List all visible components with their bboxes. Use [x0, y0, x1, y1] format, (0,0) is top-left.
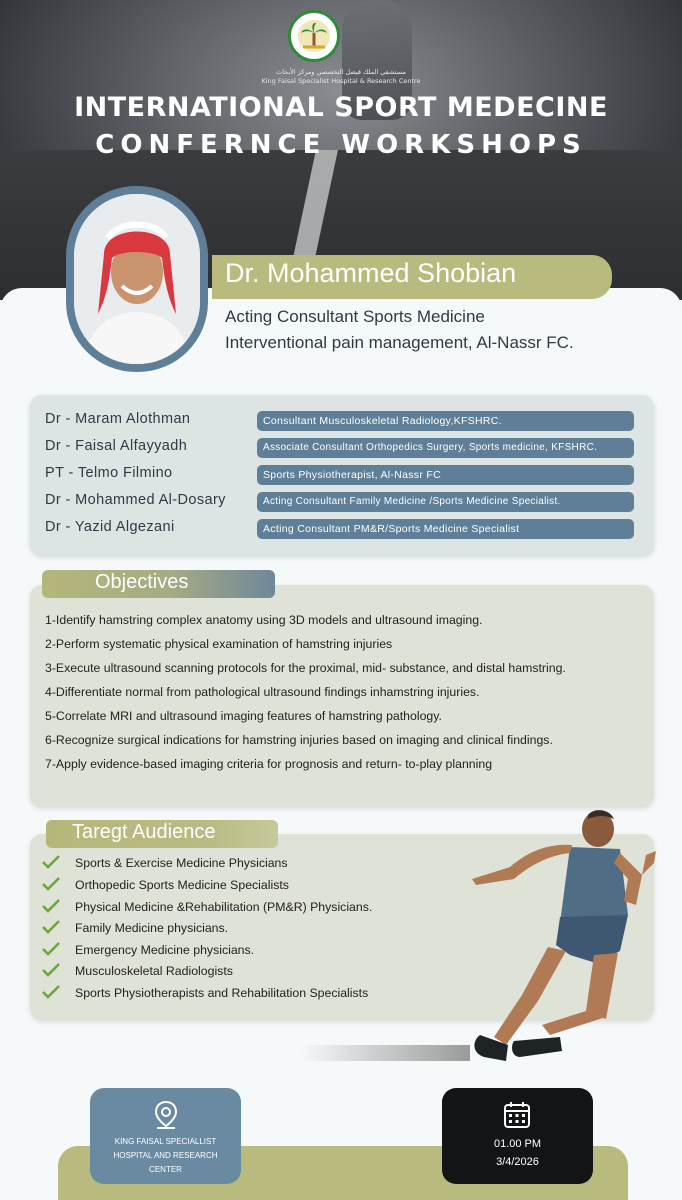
- runner-athlete-image: [410, 805, 660, 1075]
- presenter-name: Dr. Mohammed Shobian: [225, 258, 517, 288]
- event-time: 01.00 PM: [493, 1138, 542, 1150]
- objective-item: 6-Recognize surgical indications for hamstring injuries based on imaging and clinical findings.: [45, 733, 553, 747]
- checkmark-icon: [42, 899, 60, 913]
- presenter-role-line2: Interventional pain management, Al-Nassr FC.: [225, 333, 574, 352]
- objectives-heading: Objectives: [95, 571, 189, 593]
- checkmark-icon: [42, 942, 60, 956]
- location-pin-icon: [153, 1100, 179, 1130]
- audience-heading: Taregt Audience: [72, 821, 216, 843]
- location-line1: KING FAISAL SPECIALLIST: [114, 1137, 217, 1146]
- conference-title: INTERNATIONAL SPORT MEDECINE: [74, 92, 608, 123]
- speaker-name: Dr - Faisal Alfayyadh: [45, 438, 188, 454]
- palm-tree-icon: [297, 19, 331, 53]
- objective-item: 1-Identify hamstring complex anatomy using 3D models and ultrasound imaging.: [45, 613, 483, 627]
- audience-item: Emergency Medicine physicians.: [75, 943, 255, 957]
- objective-item: 4-Differentiate normal from pathological ultrasound findings inhamstring injuries.: [45, 685, 480, 699]
- speaker-name: Dr - Maram Alothman: [45, 411, 191, 427]
- conference-subtitle: CONFERNCE WORKSHOPS: [95, 130, 587, 160]
- objective-item: 3-Execute ultrasound scanning protocols for the proximal, mid- substance, and distal hamstring.: [45, 661, 566, 675]
- audience-item: Family Medicine physicians.: [75, 921, 229, 935]
- objective-item: 5-Correlate MRI and ultrasound imaging features of hamstring pathology.: [45, 709, 442, 723]
- presenter-role-line1: Acting Consultant Sports Medicine: [225, 307, 485, 326]
- location-line3: CENTER: [149, 1165, 182, 1174]
- hospital-logo: [288, 10, 340, 62]
- speaker-name: PT - Telmo Filmino: [45, 465, 173, 481]
- presenter-avatar-icon: [74, 194, 200, 364]
- checkmark-icon: [42, 920, 60, 934]
- logo-caption: مستشفى الملك فيصل التخصصي ومركز الأبحاث King Faisal Specialist Hospital & Research Centre: [261, 68, 421, 85]
- checkmark-icon: [42, 877, 60, 891]
- audience-item: Sports Physiotherapists and Rehabilitation Specialists: [75, 986, 369, 1000]
- speaker-title-badge: Acting Consultant PM&R/Sports Medicine Specialist: [257, 519, 634, 539]
- calendar-icon: [502, 1100, 532, 1130]
- datetime-text: [442, 1135, 593, 1171]
- speaker-title-badge: Consultant Musculoskeletal Radiology,KFSHRC.: [257, 411, 634, 431]
- presenter-photo: [74, 194, 200, 364]
- audience-item: Sports & Exercise Medicine Physicians: [75, 856, 288, 870]
- objective-item: 7-Apply evidence-based imaging criteria for prognosis and return- to-play planning: [45, 757, 493, 771]
- audience-item: Orthopedic Sports Medicine Specialists: [75, 878, 289, 892]
- speaker-title-badge: Sports Physiotherapist, Al-Nassr FC: [257, 465, 634, 485]
- checkmark-icon: [42, 855, 60, 869]
- audience-item: Physical Medicine &Rehabilitation (PM&R) Physicians.: [75, 900, 373, 914]
- objective-item: 2-Perform systematic physical examination of hamstring injuries: [45, 637, 393, 651]
- presenter-portrait-frame: [66, 186, 208, 372]
- speaker-title-badge: Acting Consultant Family Medicine /Sports Medicine Specialist.: [257, 492, 634, 512]
- event-date: 3/4/2026: [496, 1156, 539, 1168]
- checkmark-icon: [42, 963, 60, 977]
- audience-item: Musculoskeletal Radiologists: [75, 964, 233, 978]
- speaker-name: Dr - Mohammed Al-Dosary: [45, 492, 226, 508]
- checkmark-icon: [42, 985, 60, 999]
- speaker-name: Dr - Yazid Algezani: [45, 519, 175, 535]
- speaker-title-badge: Associate Consultant Orthopedics Surgery, Sports medicine, KFSHRC.: [257, 438, 634, 458]
- location-text: [98, 1135, 233, 1177]
- location-line2: HOSPITAL AND RESEARCH: [113, 1151, 218, 1160]
